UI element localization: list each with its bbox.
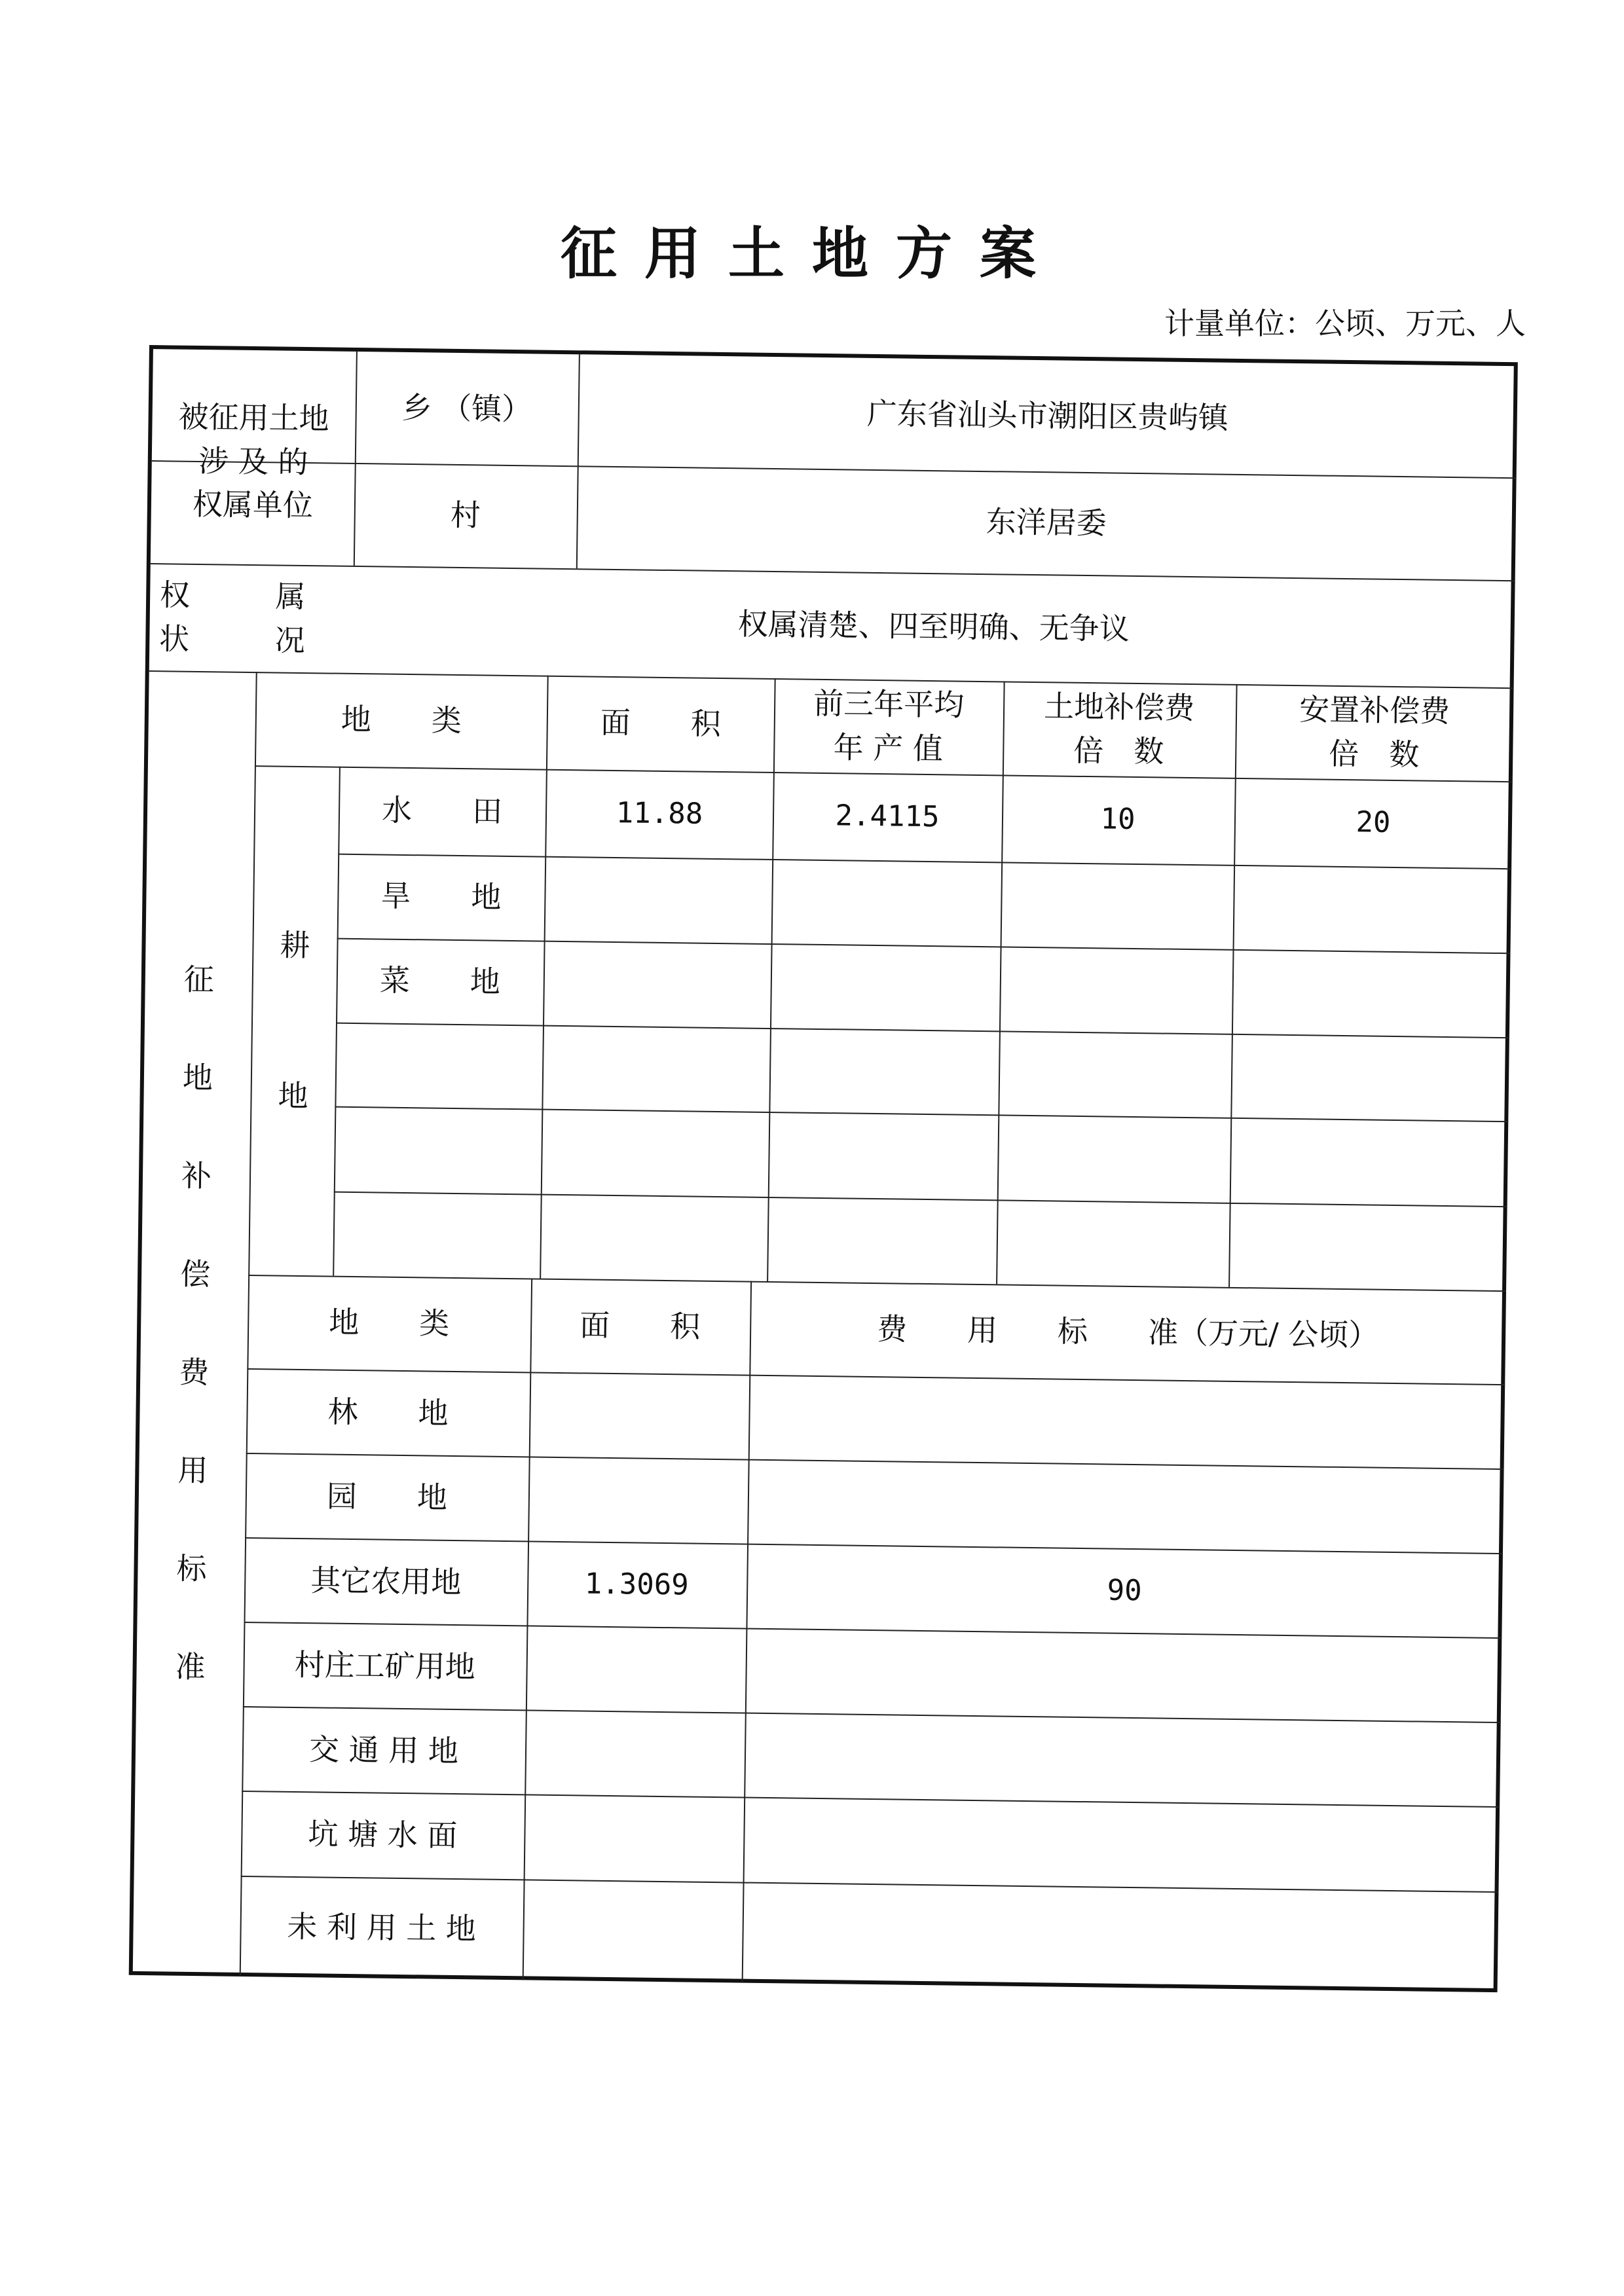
other-header-standard: 费 用 标 准（万元/ 公顷） xyxy=(876,1311,1379,1353)
village-value: 东洋居委 xyxy=(986,503,1107,541)
other-row-type: 村庄工矿用地 xyxy=(294,1647,476,1685)
ownership-status-value: 权属清楚、四至明确、无争议 xyxy=(737,606,1130,647)
divider-arable-row-1 xyxy=(338,854,1511,870)
arable-row-type: 旱 地 xyxy=(380,878,502,915)
ownership-status-header: 权 属 状 况 xyxy=(158,577,344,659)
arable-row-area: 11.88 xyxy=(616,796,703,831)
township-label: 乡 （镇） xyxy=(401,390,532,428)
arable-header-land-comp: 土地补偿费 倍 数 xyxy=(1043,688,1195,769)
arable-row-resettle-comp: 20 xyxy=(1356,805,1391,839)
other-row-type: 坑 塘 水 面 xyxy=(308,1815,458,1853)
divider-other-row-4 xyxy=(243,1706,1501,1723)
other-header-area: 面 积 xyxy=(579,1307,701,1345)
divider-other-standard-col xyxy=(742,1281,752,1983)
divider-arable-resettle-col xyxy=(1228,684,1238,1287)
divider-arable-landcomp-col xyxy=(996,681,1005,1284)
divider-other-section xyxy=(248,1275,1506,1292)
divider-ownership-label-col xyxy=(354,352,358,566)
compensation-standard-side-label: 征 地 补 偿 费 用 标 准 xyxy=(175,961,215,1685)
divider-side-label-col xyxy=(240,672,257,1977)
other-row-type: 未 利 用 土 地 xyxy=(287,1908,477,1947)
other-row-type: 其它农用地 xyxy=(310,1562,462,1600)
township-value: 广东省汕头市潮阳区贵屿镇 xyxy=(866,395,1229,436)
divider-other-row-6 xyxy=(241,1876,1499,1893)
other-row-type: 林 地 xyxy=(327,1394,449,1431)
divider-arable-row-2 xyxy=(337,938,1511,955)
divider-arable-output-col xyxy=(767,678,776,1281)
divider-ownership-status xyxy=(151,563,1515,581)
other-row-type: 园 地 xyxy=(326,1478,448,1516)
arable-header-area: 面 积 xyxy=(600,704,722,742)
divider-arable-row-4 xyxy=(335,1106,1508,1123)
arable-row-avg-output: 2.4115 xyxy=(835,799,940,834)
other-header-land-type: 地 类 xyxy=(328,1304,450,1341)
divider-other-header xyxy=(247,1368,1505,1385)
document-title: 征用土地方案 xyxy=(561,221,1063,287)
unit-note: 计量单位：公顷、万元、人 xyxy=(1164,306,1526,341)
arable-group-label: 耕 地 xyxy=(278,927,310,1114)
ownership-units-header: 被征用土地 涉 及 的 权属单位 xyxy=(178,399,329,524)
arable-header-land-type: 地 类 xyxy=(341,701,462,738)
arable-row-land-comp: 10 xyxy=(1100,802,1135,837)
other-row-type: 交 通 用 地 xyxy=(308,1731,459,1769)
arable-row-type: 水 田 xyxy=(381,792,503,829)
arable-header-resettle-comp: 安置补偿费 倍 数 xyxy=(1299,691,1450,773)
divider-other-row-3 xyxy=(244,1622,1502,1639)
other-row-area: 1.3069 xyxy=(584,1567,690,1602)
arable-row-type: 菜 地 xyxy=(379,962,501,1000)
divider-township-village xyxy=(152,460,1517,479)
arable-header-avg-output: 前三年平均 年 产 值 xyxy=(813,685,965,767)
divider-other-row-1 xyxy=(246,1453,1504,1470)
land-acquisition-form xyxy=(129,345,1518,1992)
divider-arable-group-col xyxy=(333,767,341,1276)
divider-arable-area-col xyxy=(540,676,549,1279)
divider-other-row-5 xyxy=(242,1791,1500,1808)
divider-ownership-value-col xyxy=(576,354,580,568)
divider-arable-row-5 xyxy=(334,1192,1507,1208)
divider-arable-row-3 xyxy=(336,1023,1509,1039)
village-label: 村 xyxy=(450,497,481,534)
divider-other-row-2 xyxy=(245,1537,1503,1554)
divider-other-area-col xyxy=(523,1278,532,1980)
other-row-standard: 90 xyxy=(1107,1573,1143,1608)
